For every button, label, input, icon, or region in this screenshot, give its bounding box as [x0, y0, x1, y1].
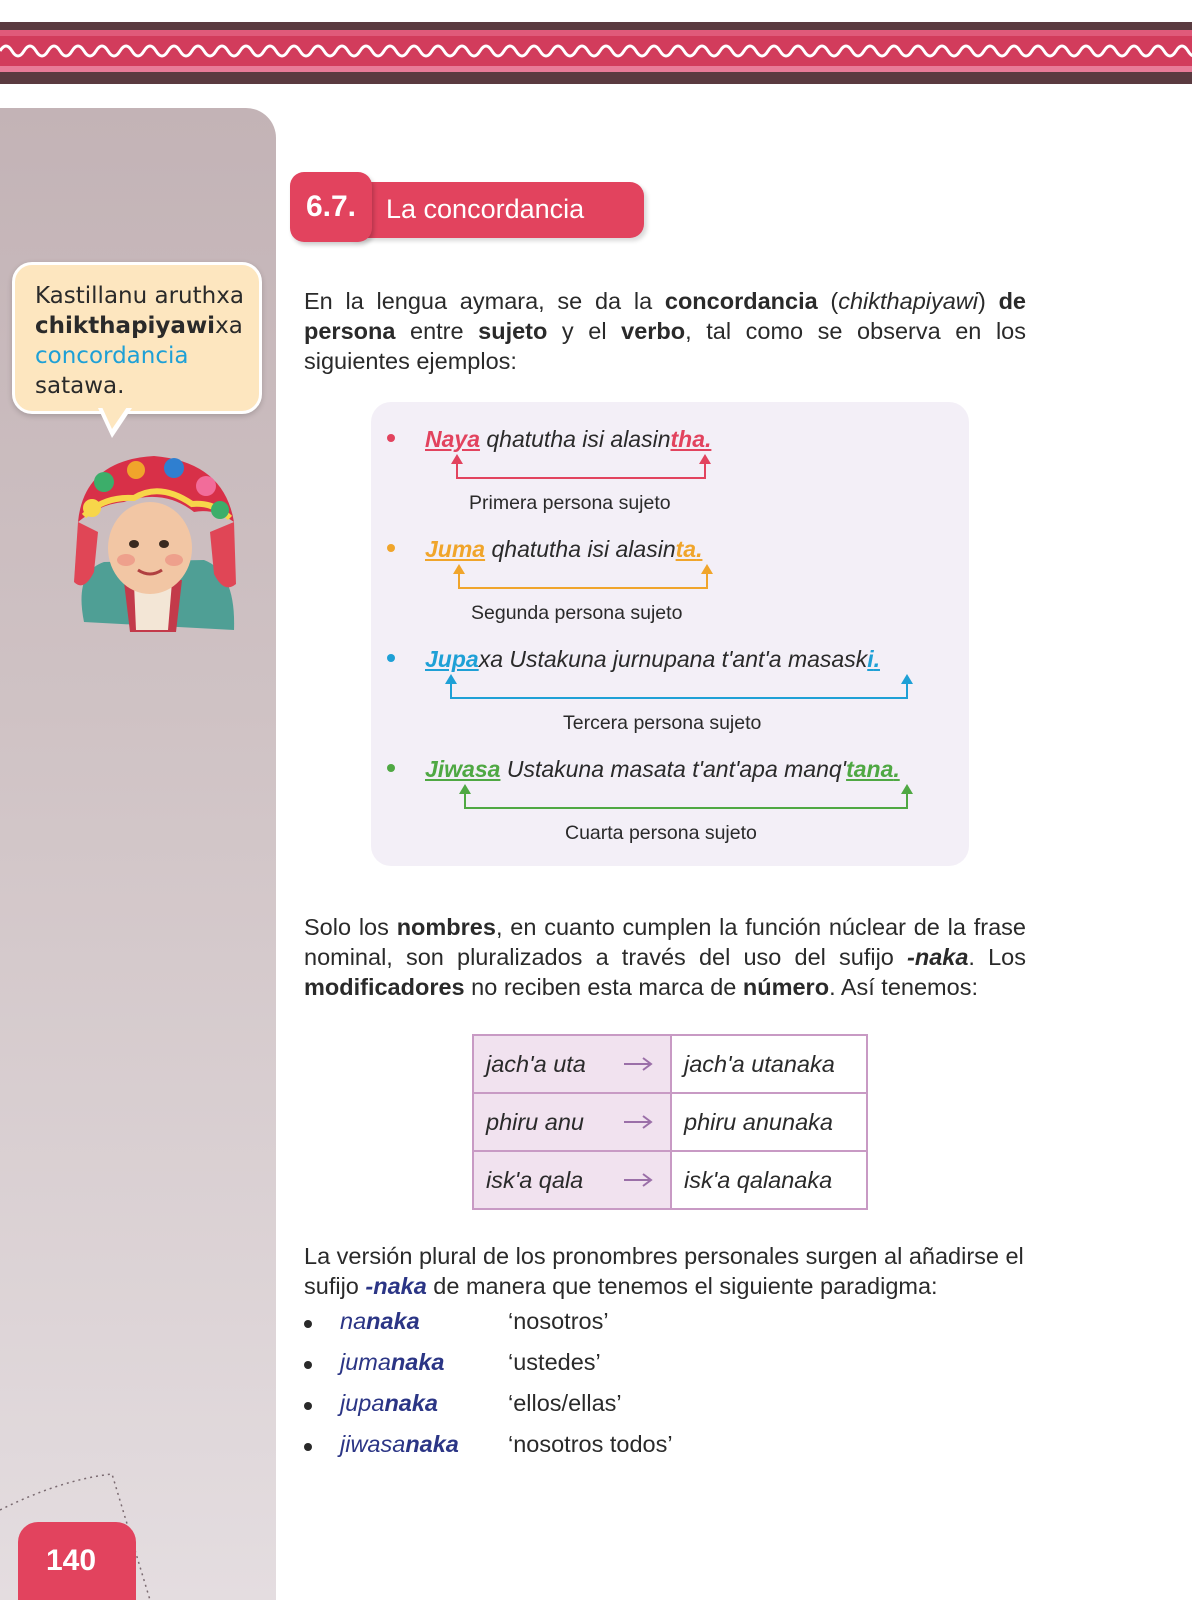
plural-text-5: . Así tenemos: — [829, 974, 978, 1000]
list-item — [304, 1308, 904, 1349]
bubble-tail-fill — [102, 407, 127, 429]
pronoun-text-2: de manera que tenemos el siguiente paradigma: — [426, 1273, 938, 1299]
example-middle: qhatutha isi alasin — [485, 536, 676, 562]
bullet — [304, 1320, 312, 1328]
pronoun-word — [340, 1390, 438, 1417]
example-middle: qhatutha isi alasin — [479, 426, 671, 452]
singular-cell — [473, 1093, 671, 1151]
example-subject: Jupa — [425, 646, 479, 672]
pronoun-stem: jupa — [340, 1390, 385, 1416]
bullet — [304, 1443, 312, 1451]
intro-text-6: , tal como se observa en los siguientes ejemplos: — [304, 318, 1026, 374]
example-row — [371, 646, 969, 746]
plural-cell: jach'a utanaka — [671, 1035, 867, 1093]
intro-text-2: ( — [817, 288, 839, 314]
agreement-bracket — [371, 536, 969, 606]
table-row — [473, 1093, 867, 1151]
plural-text-4: no reciben esta marca de — [464, 974, 743, 1000]
plural-paragraph — [304, 912, 1026, 1002]
example-middle: xa Ustakuna jurnupana t'ant'a masask — [478, 646, 868, 672]
example-subject: Naya — [425, 426, 480, 452]
example-label: Cuarta persona sujeto — [565, 822, 757, 844]
pronoun-stem: juma — [340, 1349, 391, 1375]
example-subject: Juma — [425, 536, 486, 562]
example-verb-suffix: tana — [846, 756, 894, 782]
examples-box — [371, 402, 969, 866]
speech-bubble — [12, 262, 262, 414]
pronoun-stem: jiwasa — [340, 1431, 406, 1457]
singular-cell — [473, 1151, 671, 1209]
pronoun-suffix: naka — [390, 1349, 445, 1375]
child-illustration — [64, 452, 242, 636]
example-verb-suffix: tha — [670, 426, 705, 452]
arrow-right-icon — [624, 1114, 654, 1130]
plural-table — [472, 1034, 868, 1210]
plural-text-2: , en cuanto cumplen la función núclear de la frase nominal, son pluralizados a través del uso del sufijo — [304, 914, 1026, 970]
example-period: . — [873, 646, 880, 672]
pronoun-gloss: ‘nosotros’ — [508, 1308, 609, 1334]
plural-bold-nombres: nombres — [396, 914, 496, 940]
bubble-term-aymara: chikthapiyawi — [35, 313, 216, 339]
intro-italic-term: chikthapiyawi — [838, 288, 978, 314]
bubble-line-2 — [35, 311, 259, 341]
example-subject: Jiwasa — [425, 756, 501, 782]
pronoun-text-1: La versión plural de los pronombres personales surgen al añadirse el sufijo — [304, 1243, 1024, 1299]
plural-text-3: . Los — [968, 944, 1026, 970]
plural-bold-modificadores: modificadores — [304, 974, 465, 1000]
pronoun-list — [304, 1308, 904, 1472]
pronoun-gloss: ‘ellos/ellas’ — [508, 1390, 622, 1416]
agreement-bracket — [371, 426, 969, 496]
bubble-term-spanish: concordancia — [35, 343, 189, 369]
bubble-line-1: Kastillanu aruthxa — [35, 283, 244, 309]
intro-bold-sujeto: sujeto — [478, 318, 548, 344]
agreement-bracket — [371, 756, 969, 826]
example-period: . — [893, 756, 900, 782]
intro-text-3: ) — [978, 288, 999, 314]
intro-paragraph — [304, 286, 1026, 376]
list-item — [304, 1390, 904, 1431]
example-row — [371, 426, 969, 526]
intro-text-1: En la lengua aymara, se da la — [304, 288, 665, 314]
singular-form: phiru anu — [486, 1108, 584, 1135]
section-number: 6.7. — [290, 172, 372, 242]
pronoun-word — [340, 1349, 445, 1376]
list-item — [304, 1349, 904, 1390]
pronoun-word — [340, 1308, 420, 1335]
plural-bold-numero: número — [742, 974, 830, 1000]
example-verb-suffix: ta — [675, 536, 697, 562]
pronoun-stem: na — [340, 1308, 367, 1334]
pronoun-gloss: ‘ustedes’ — [508, 1349, 601, 1375]
table-row — [473, 1035, 867, 1093]
decorative-top-band — [0, 22, 1192, 84]
singular-cell — [473, 1035, 671, 1093]
intro-bold-persona: de persona — [304, 288, 1026, 344]
pronoun-suffix: naka — [384, 1390, 439, 1416]
arrow-right-icon — [624, 1056, 654, 1072]
pronoun-suffix: naka — [366, 1308, 420, 1334]
intro-text-4: entre — [395, 318, 479, 344]
plural-suffix-naka: -naka — [907, 944, 969, 970]
bubble-line-4: satawa. — [35, 373, 125, 399]
singular-form: isk'a qala — [486, 1166, 584, 1193]
example-row — [371, 536, 969, 636]
example-label: Segunda persona sujeto — [471, 602, 683, 624]
pronoun-suffix-naka: -naka — [365, 1273, 427, 1299]
pronoun-paragraph — [304, 1241, 1026, 1301]
bullet — [304, 1361, 312, 1369]
bullet — [304, 1402, 312, 1410]
pronoun-suffix: naka — [405, 1431, 459, 1457]
pronoun-word — [340, 1431, 459, 1458]
plural-cell: phiru anunaka — [671, 1093, 867, 1151]
agreement-bracket — [371, 646, 969, 716]
example-period: . — [705, 426, 712, 452]
intro-bold-concordancia: concordancia — [664, 288, 818, 314]
plural-text-1: Solo los — [304, 914, 397, 940]
plural-cell: isk'a qalanaka — [671, 1151, 867, 1209]
section-title: La concordancia — [350, 182, 644, 238]
intro-text-5: y el — [547, 318, 622, 344]
example-middle: Ustakuna masata t'ant'apa manq' — [500, 756, 847, 782]
example-label: Tercera persona sujeto — [563, 712, 762, 734]
example-verb-suffix: i — [867, 646, 874, 672]
example-row — [371, 756, 969, 856]
example-label: Primera persona sujeto — [469, 492, 671, 514]
intro-bold-verbo: verbo — [621, 318, 686, 344]
page-number: 140 — [18, 1522, 136, 1600]
singular-form: jach'a uta — [486, 1050, 586, 1077]
pronoun-gloss: ‘nosotros todos’ — [508, 1431, 673, 1457]
list-item — [304, 1431, 904, 1472]
table-row — [473, 1151, 867, 1209]
bubble-term-suffix: xa — [215, 313, 243, 339]
example-period: . — [696, 536, 703, 562]
arrow-right-icon — [624, 1172, 654, 1188]
